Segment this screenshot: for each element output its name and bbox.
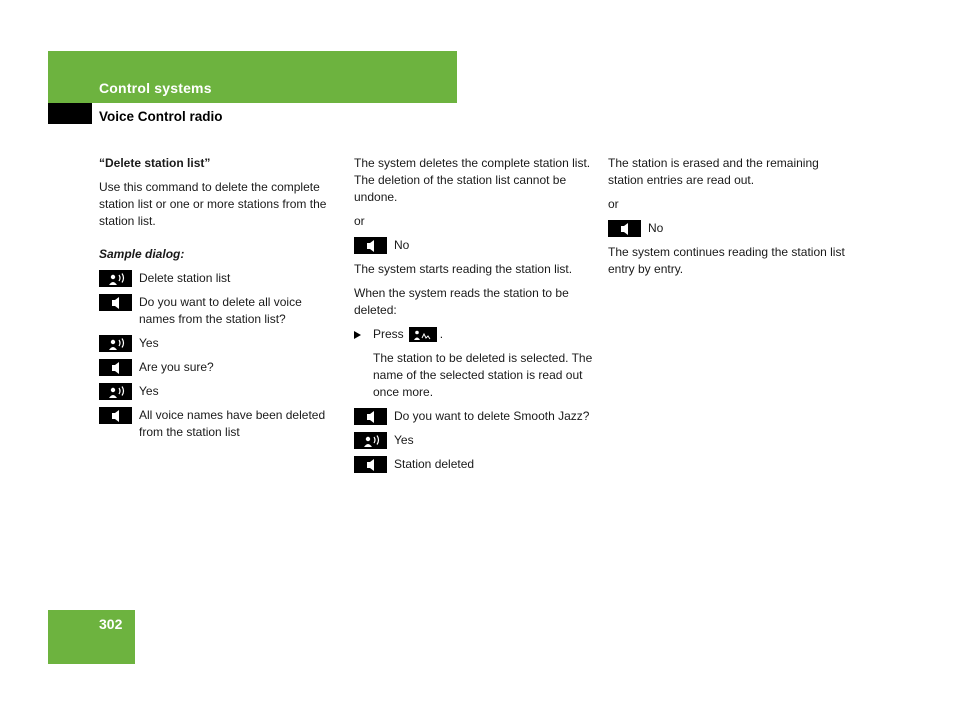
dialog-text: Do you want to delete all voice names from the station list?	[139, 295, 302, 326]
subsection-title: Voice Control radio	[99, 109, 223, 124]
or-text: or	[354, 214, 365, 228]
sample-dialog-label: Sample dialog:	[99, 247, 185, 261]
press-text: Press	[373, 327, 404, 341]
dialog-line	[99, 383, 339, 400]
dialog-line	[99, 270, 339, 287]
dialog-text: Yes	[139, 336, 159, 350]
paragraph: The station is erased and the remaining station entries are read out.	[608, 156, 819, 187]
column-2	[354, 155, 594, 480]
command-heading: “Delete station list”	[99, 156, 211, 170]
speaker-icon	[354, 408, 387, 425]
speaker-icon	[354, 456, 387, 473]
dialog-text: Station deleted	[394, 457, 475, 471]
instruction-step	[354, 326, 594, 343]
dialog-line	[354, 237, 594, 254]
dialog-line	[99, 407, 339, 441]
speaker-icon	[99, 407, 132, 424]
press-end: .	[439, 327, 444, 341]
dialog-line	[354, 456, 594, 473]
intro-paragraph: Use this command to delete the complete station list or one or more stations from the station list.	[99, 180, 327, 228]
dialog-line	[354, 408, 594, 425]
dialog-line	[99, 294, 339, 328]
voice-button-icon	[409, 327, 437, 342]
section-tab-marker	[48, 103, 92, 124]
dialog-line	[608, 220, 848, 237]
voice-command-icon	[354, 432, 387, 449]
dialog-text: Delete station list	[139, 271, 231, 285]
dialog-line	[354, 432, 594, 449]
dialog-text: No	[648, 221, 664, 235]
dialog-line	[99, 335, 339, 352]
paragraph: When the system reads the station to be deleted:	[354, 286, 569, 317]
dialog-text: All voice names have been deleted from the station list	[139, 408, 326, 439]
dialog-text: Yes	[394, 433, 414, 447]
voice-command-icon	[99, 270, 132, 287]
or-text: or	[608, 197, 619, 211]
paragraph: The system deletes the complete station list. The deletion of the station list cannot be undone.	[354, 156, 591, 204]
page-number: 302	[99, 616, 123, 632]
dialog-text: Are you sure?	[139, 360, 214, 374]
paragraph: The system starts reading the station list.	[354, 262, 573, 276]
dialog-line	[99, 359, 339, 376]
voice-command-icon	[99, 383, 132, 400]
dialog-text: No	[394, 238, 410, 252]
paragraph: The station to be deleted is selected. The name of the selected station is read out once more.	[373, 351, 593, 399]
speaker-icon	[99, 294, 132, 311]
speaker-icon	[99, 359, 132, 376]
bullet-triangle-icon	[354, 331, 361, 339]
speaker-icon	[608, 220, 641, 237]
column-3	[608, 155, 848, 285]
section-title: Control systems	[99, 80, 212, 96]
speaker-icon	[354, 237, 387, 254]
dialog-text: Yes	[139, 384, 159, 398]
column-1	[99, 155, 339, 448]
voice-command-icon	[99, 335, 132, 352]
paragraph: The system continues reading the station list entry by entry.	[608, 245, 845, 276]
dialog-text: Do you want to delete Smooth Jazz?	[394, 409, 590, 423]
